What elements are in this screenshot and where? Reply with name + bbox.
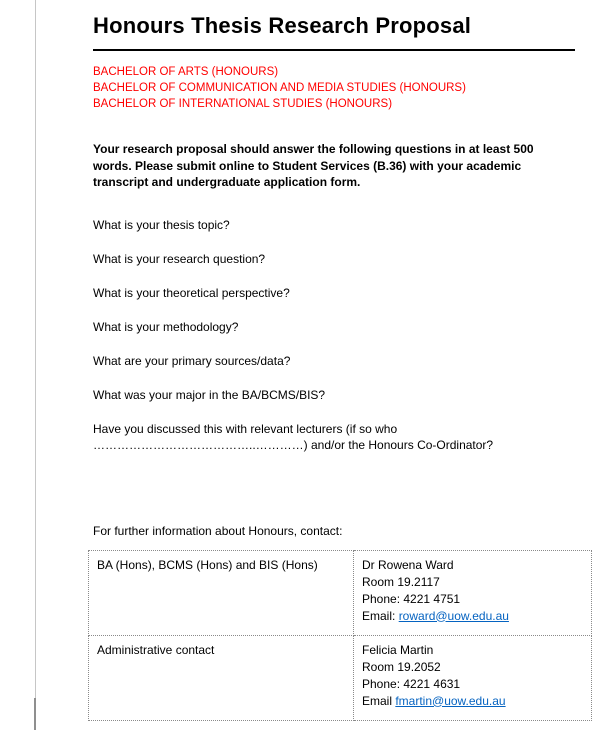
question-list: [93, 217, 575, 453]
contact-email-line: [362, 608, 587, 625]
contact-phone: Phone: 4221 4751: [362, 591, 461, 606]
question-research-question: What is your research question?: [93, 251, 266, 266]
email-link-roward[interactable]: roward@uow.edu.au: [398, 608, 509, 623]
instructions-paragraph: Your research proposal should answer the following questions in at least 500 words. Please submit online to Student Services (B.36) with your academic transcript and undergraduate application form.: [93, 142, 534, 189]
contact-intro: For further information about Honours, contact:: [93, 523, 343, 538]
contact-email-line: [362, 693, 587, 710]
contact-role-cell: Administrative contact: [89, 635, 354, 720]
contact-name: Dr Rowena Ward: [362, 557, 454, 572]
email-label: Email: [362, 693, 396, 708]
page-margin-line: [35, 0, 36, 730]
program-line-bcms: BACHELOR OF COMMUNICATION AND MEDIA STUDIES (HONOURS): [93, 82, 466, 94]
program-line-bis: BACHELOR OF INTERNATIONAL STUDIES (HONOURS): [93, 98, 393, 110]
contact-room: Room 19.2052: [362, 659, 441, 674]
question-primary-sources: What are your primary sources/data?: [93, 353, 291, 368]
contact-details-cell: [354, 635, 592, 720]
question-methodology: What is your methodology?: [93, 319, 239, 334]
contact-details-cell: [354, 550, 592, 635]
table-row-admin-contact: [89, 635, 592, 720]
contact-phone: Phone: 4221 4631: [362, 676, 461, 691]
program-list: [93, 64, 575, 112]
document-content: [93, 12, 575, 721]
contact-room: Room 19.2117: [362, 574, 440, 589]
program-line-ba: BACHELOR OF ARTS (HONOURS): [93, 66, 279, 78]
question-major: What was your major in the BA/BCMS/BIS?: [93, 387, 326, 402]
table-row-academic-contact: [89, 550, 592, 635]
email-label: Email:: [362, 608, 399, 623]
question-thesis-topic: What is your thesis topic?: [93, 217, 230, 232]
contact-name: Felicia Martin: [362, 642, 434, 657]
page-edge-mark: [34, 698, 36, 730]
page-title: Honours Thesis Research Proposal: [93, 12, 575, 51]
question-discussed-lecturers: Have you discussed this with relevant lecturers (if so who …………………………………..…………) and/or the Honours Co-Ordinator?: [93, 421, 494, 452]
contact-table: [88, 550, 592, 721]
contact-role-cell: BA (Hons), BCMS (Hons) and BIS (Hons): [89, 550, 354, 635]
email-link-fmartin[interactable]: fmartin@uow.edu.au: [395, 693, 506, 708]
question-theoretical-perspective: What is your theoretical perspective?: [93, 285, 290, 300]
